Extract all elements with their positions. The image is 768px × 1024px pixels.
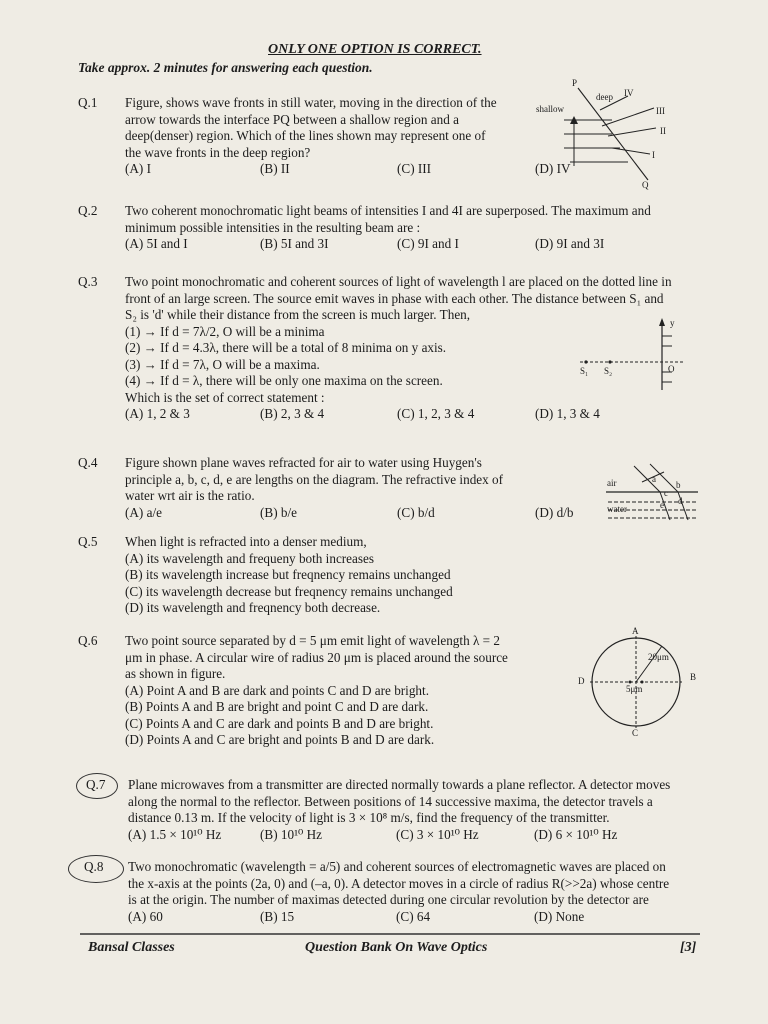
- question-text-line: (A) its wavelength and frequeny both increases: [125, 550, 375, 566]
- label-c: C: [632, 728, 639, 738]
- label-e: e: [660, 500, 664, 510]
- label-separation: 5μm: [626, 684, 643, 694]
- label-q: Q: [642, 180, 649, 190]
- question-text-line: (D) Points A and C are bright and points B and D are dark.: [125, 732, 435, 747]
- question-text-line: front of an large screen. The source emit waves in phase with each other. The distance between S₁ and: [125, 290, 664, 306]
- label-water: water: [607, 504, 627, 514]
- option-b: (B) 5I and 3I: [260, 236, 329, 251]
- options-row: [128, 827, 708, 844]
- option-d: (D) d/b: [535, 504, 574, 520]
- footer-rule: [80, 932, 700, 936]
- option-d: (D) 6 × 10¹⁰ Hz: [534, 826, 618, 842]
- question-number: Q.4: [78, 455, 98, 470]
- option-c: (C) 3 × 10¹⁰ Hz: [396, 826, 479, 842]
- circular-wire-figure: [586, 632, 686, 732]
- option-b: (B) 2, 3 & 4: [260, 406, 325, 421]
- label-s2: S₂: [604, 366, 613, 376]
- option-b: (B) b/e: [260, 504, 297, 520]
- question-text-line: Figure, shows wave fronts in still water, moving in the direction of the: [125, 95, 497, 110]
- label-a: a: [652, 474, 656, 484]
- question-text-line: the wave fronts in the deep region?: [125, 144, 311, 160]
- question-text-line: (A) Point A and B are dark and points C and D are bright.: [125, 682, 429, 698]
- question-text-line: arrow towards the interface PQ between a shallow region and a: [125, 111, 459, 127]
- question-number: Q.5: [78, 534, 98, 549]
- options-row: [125, 161, 571, 178]
- question-text-line: μm in phase. A circular wire of radius 20 μm is placed around the source: [125, 649, 508, 665]
- question-number: Q.3: [78, 274, 98, 289]
- option-c: (C) b/d: [397, 504, 435, 520]
- label-ii: II: [660, 126, 666, 136]
- question-text-line: (C) its wavelength decrease but freqnency remains unchanged: [125, 583, 453, 599]
- label-a: A: [632, 626, 639, 636]
- question-text-line: water wrt air is the ratio.: [125, 488, 255, 503]
- option-a: (A) 60: [128, 908, 163, 924]
- option-d: (D) None: [534, 908, 585, 924]
- question-text-line: the x-axis at the points (2a, 0) and (–a, 0). A detector moves in a circle of radius R(>>2a) whose centre: [128, 875, 670, 891]
- question-text-line: (2) → If d = 4.3λ, there will be a total of 8 minima on y axis.: [125, 340, 447, 355]
- question-number: Q.6: [78, 633, 98, 648]
- label-iii: III: [656, 106, 665, 116]
- label-air: air: [607, 478, 617, 488]
- question-number: Q.1: [78, 95, 98, 110]
- option-b: (B) 10¹⁰ Hz: [260, 826, 322, 842]
- question-text-line: S₂ is 'd' while their distance from the screen is much larger. Then,: [125, 307, 471, 322]
- label-iv: IV: [624, 88, 634, 98]
- label-deep: deep: [596, 92, 613, 102]
- question-text-line: Which is the set of correct statement :: [125, 389, 325, 405]
- option-b: (B) 15: [260, 908, 295, 924]
- question-text-line: (C) Points A and C are dark and points B and D are bright.: [125, 715, 434, 731]
- label-b: B: [690, 672, 697, 682]
- instruction-text: Take approx. 2 minutes for answering each question.: [78, 60, 373, 75]
- option-d: (D) 9I and 3I: [535, 236, 605, 251]
- label-p: P: [572, 78, 578, 88]
- option-b: (B) II: [260, 161, 290, 176]
- option-a: (A) 1, 2 & 3: [125, 406, 190, 421]
- question-text-line: Two point monochromatic and coherent sources of light of wavelength l are placed on the dotted line in: [125, 274, 672, 289]
- label-i: I: [652, 150, 655, 160]
- option-a: (A) I: [125, 161, 151, 176]
- question-text-line: (1) → If d = 7λ/2, O will be a minima: [125, 323, 325, 339]
- question-number: Q.7: [86, 777, 106, 792]
- option-d: (D) IV: [535, 161, 571, 176]
- label-o: O: [668, 364, 675, 374]
- options-row: [125, 406, 705, 423]
- options-row: [128, 909, 708, 926]
- question-text-line: deep(denser) region. Which of the lines shown may represent one of: [125, 128, 486, 143]
- question-text-line: Two monochromatic (wavelength = a/5) and coherent sources of electromagnetic waves are placed on: [128, 859, 666, 874]
- label-c: c: [664, 488, 668, 498]
- question-text-line: Two point source separated by d = 5 μm emit light of wavelength λ = 2: [125, 633, 500, 648]
- options-row: [125, 236, 705, 253]
- option-d: (D) 1, 3 & 4: [535, 406, 600, 421]
- label-s1: S₁: [580, 366, 589, 376]
- question-text-line: distance 0.13 m. If the velocity of light is 3 × 10⁸ m/s, find the frequency of the transmitter.: [128, 810, 610, 825]
- label-d: D: [578, 676, 585, 686]
- question-text-line: Two coherent monochromatic light beams of intensities I and 4I are superposed. The maximum and: [125, 203, 651, 218]
- option-a: (A) 5I and I: [125, 236, 188, 251]
- question-text-line: (B) its wavelength increase but freqnency remains unchanged: [125, 567, 451, 582]
- option-c: (C) 9I and I: [397, 236, 459, 251]
- label-d: d: [678, 496, 683, 506]
- question-text-line: (4) → If d = λ, there will be only one maxima on the screen.: [125, 373, 443, 388]
- footer-page-number: [3]: [680, 940, 697, 955]
- footer-title: Question Bank On Wave Optics: [305, 940, 488, 955]
- question-number: Q.8: [84, 859, 104, 874]
- label-y: y: [670, 318, 675, 328]
- question-text-line: minimum possible intensities in the resulting beam are :: [125, 219, 421, 235]
- question-text-line: principle a, b, c, d, e are lengths on the diagram. The refractive index of: [125, 471, 504, 487]
- option-a: (A) a/e: [125, 504, 162, 520]
- question-text-line: as shown in figure.: [125, 666, 226, 681]
- question-number: Q.2: [78, 203, 98, 218]
- question-text-line: (3) → If d = 7λ, O will be a maxima.: [125, 356, 320, 372]
- footer-publisher: Bansal Classes: [88, 940, 175, 955]
- option-c: (C) 1, 2, 3 & 4: [397, 406, 475, 421]
- option-c: (C) 64: [396, 908, 431, 924]
- options-row: [125, 504, 574, 522]
- option-c: (C) III: [397, 161, 432, 176]
- question-text-line: is at the origin. The number of maximas detected during one circular revolution by the detector are: [128, 892, 649, 907]
- label-shallow: shallow: [536, 104, 564, 114]
- question-text-line: (D) its wavelength and freqnency both decrease.: [125, 600, 381, 615]
- refraction-figure: [604, 462, 700, 524]
- question-text-line: (B) Points A and B are bright and point C and D are dark.: [125, 699, 429, 714]
- option-a: (A) 1.5 × 10¹⁰ Hz: [128, 826, 222, 842]
- question-text-line: Plane microwaves from a transmitter are directed normally towards a plane reflector. A detector moves: [128, 777, 671, 792]
- question-text-line: When light is refracted into a denser medium,: [125, 534, 367, 549]
- section-title: ONLY ONE OPTION IS CORRECT.: [268, 42, 482, 57]
- question-text-line: along the normal to the reflector. Between positions of 14 successive maxima, the detector travels a: [128, 793, 653, 809]
- label-b: b: [676, 480, 681, 490]
- label-radius: 20μm: [648, 652, 669, 662]
- question-text-line: Figure shown plane waves refracted for air to water using Huygen's: [125, 455, 482, 470]
